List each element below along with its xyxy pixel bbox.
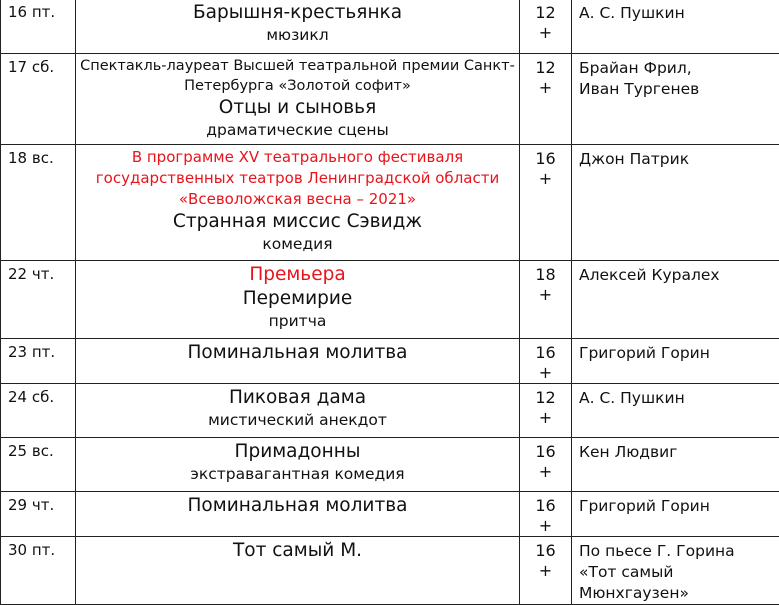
age-rating-cell (520, 438, 572, 492)
performance-genre: экстравагантная комедия (76, 464, 519, 484)
age-plus: + (520, 285, 571, 305)
performance-cell (76, 0, 520, 54)
age-rating-cell (520, 537, 572, 605)
performance-cell (76, 492, 520, 537)
age-plus: + (520, 462, 571, 482)
author-cell (572, 537, 779, 605)
age-plus: + (520, 561, 571, 581)
date-cell: 24 сб. (1, 384, 76, 438)
author-cell (572, 261, 779, 339)
performance-title: Барышня-крестьянка (76, 0, 519, 25)
age-rating: 16 (520, 343, 571, 363)
performance-title: Поминальная молитва (76, 492, 519, 518)
age-plus: + (520, 169, 571, 189)
author-cell (572, 0, 779, 54)
performance-cell (76, 384, 520, 438)
age-rating: 16 (520, 149, 571, 169)
performance-title: Примадонны (76, 438, 519, 464)
date-cell: 16 пт. (1, 0, 76, 54)
performance-genre: притча (76, 311, 519, 331)
age-plus: + (520, 78, 571, 98)
author-line: «Тот самый (579, 562, 779, 583)
age-rating: 16 (520, 496, 571, 516)
author-cell (572, 54, 779, 145)
author-cell (572, 339, 779, 384)
author-line: Иван Тургенев (579, 79, 779, 100)
festival-note: В программе XV театрального фестиваля государственных театров Ленинградской области «Всеволожская весна – 2021» (76, 145, 519, 210)
age-rating: 12 (520, 388, 571, 408)
table-row (1, 0, 779, 54)
author-line: По пьесе Г. Горина (579, 541, 779, 562)
age-plus: + (520, 23, 571, 43)
age-rating: 12 (520, 3, 571, 23)
performance-genre: мистический анекдот (76, 410, 519, 430)
age-plus: + (520, 516, 571, 536)
author-line: Брайан Фрил, (579, 58, 779, 79)
age-rating-cell (520, 0, 572, 54)
age-rating-cell (520, 339, 572, 384)
performance-title: Странная миссис Сэвидж (76, 210, 519, 234)
author-line: Джон Патрик (579, 149, 779, 170)
age-rating: 18 (520, 265, 571, 285)
author-cell (572, 492, 779, 537)
author-line: Мюнхгаузен» (579, 583, 779, 604)
date-cell: 23 пт. (1, 339, 76, 384)
age-plus: + (520, 408, 571, 428)
date-cell: 17 сб. (1, 54, 76, 145)
age-rating-cell (520, 54, 572, 145)
performance-cell (76, 438, 520, 492)
performance-cell (76, 145, 520, 261)
table-row (1, 339, 779, 384)
performance-cell (76, 54, 520, 145)
author-line: Григорий Горин (579, 343, 779, 364)
author-line: А. С. Пушкин (579, 3, 779, 24)
performance-title: Поминальная молитва (76, 339, 519, 365)
age-rating: 12 (520, 58, 571, 78)
age-rating-cell (520, 492, 572, 537)
table-row (1, 145, 779, 261)
performance-cell (76, 261, 520, 339)
author-cell (572, 384, 779, 438)
table-row (1, 54, 779, 145)
performance-title: Отцы и сыновья (76, 96, 519, 120)
author-cell (572, 145, 779, 261)
table-row (1, 261, 779, 339)
date-cell: 29 чт. (1, 492, 76, 537)
table-row (1, 537, 779, 605)
age-rating-cell (520, 145, 572, 261)
date-cell: 22 чт. (1, 261, 76, 339)
author-cell (572, 438, 779, 492)
festival-note: Премьера (76, 261, 519, 287)
award-note: Спектакль-лауреат Высшей театральной премии Санкт-Петербурга «Золотой софит» (76, 54, 519, 96)
author-line: Алексей Куралех (579, 265, 779, 286)
age-plus: + (520, 363, 571, 383)
performance-cell (76, 537, 520, 605)
age-rating: 16 (520, 442, 571, 462)
performance-title: Тот самый М. (76, 537, 519, 563)
table-row (1, 384, 779, 438)
author-line: А. С. Пушкин (579, 388, 779, 409)
performance-title: Перемирие (76, 287, 519, 311)
age-rating: 16 (520, 541, 571, 561)
date-cell: 18 вс. (1, 145, 76, 261)
age-rating-cell (520, 261, 572, 339)
table-row (1, 492, 779, 537)
performance-genre: драматические сцены (76, 120, 519, 140)
date-cell: 30 пт. (1, 537, 76, 605)
author-line: Григорий Горин (579, 496, 779, 517)
age-rating-cell (520, 384, 572, 438)
performance-genre: комедия (76, 234, 519, 254)
date-cell: 25 вс. (1, 438, 76, 492)
author-line: Кен Людвиг (579, 442, 779, 463)
performance-title: Пиковая дама (76, 384, 519, 410)
performance-cell (76, 339, 520, 384)
performance-genre: мюзикл (76, 25, 519, 45)
table-row (1, 438, 779, 492)
